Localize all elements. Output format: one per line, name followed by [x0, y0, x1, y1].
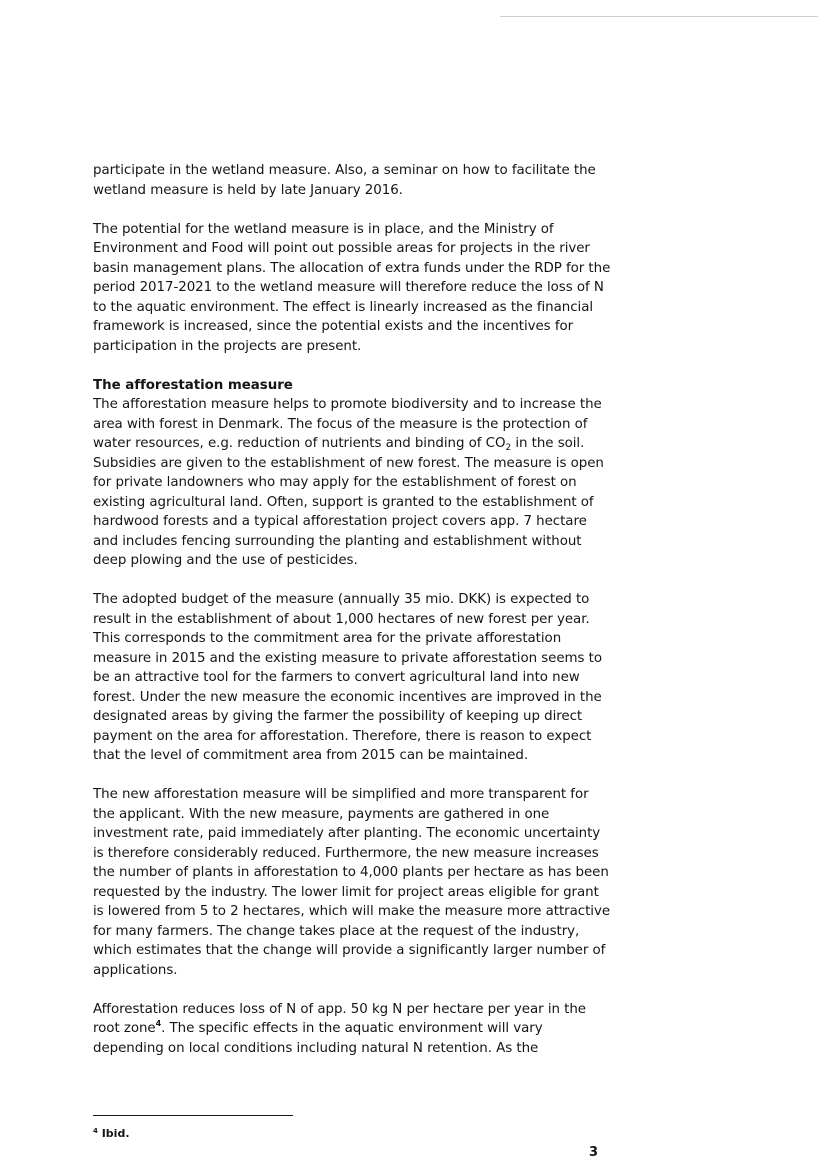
paragraph-wetland-seminar: participate in the wetland measure. Also, a seminar on how to facilitate the wetland measure is held by late January 2016. — [93, 163, 596, 198]
footnote — [93, 1127, 130, 1140]
reduction-text-end: . The specific effects in the aquatic environment will vary depending on local conditions including natural N retention. As the — [93, 1021, 543, 1056]
paragraph-wetland-potential: The potential for the wetland measure is in place, and the Ministry of Environment and Food will point out possible areas for projects in the river basin management plans. The allocation of extra funds under the RDP for the period 2017-2021 to the wetland measure will therefore reduce the loss of N to the aquatic environment. The effect is linearly increased as the financial framework is increased, since the potential exists and the incentives for participation in the projects are present. — [93, 221, 611, 354]
reduction-text: Afforestation reduces loss of N of app. 50 kg N per hectare per year in the root zone — [93, 1001, 586, 1036]
paragraph-new-measure: The new afforestation measure will be simplified and more transparent for the applicant. With the new measure, payments are gathered in one investment rate, paid immediately after planting. The economic uncertainty is therefore considerably reduced. Furthermore, the new measure increases the number of plants in afforestation to 4,000 plants per hectare as has been requested by the industry. The lower limit for project areas eligible for grant is lowered from 5 to 2 hectares, which will make the measure more attractive for many farmers. The change takes place at the request of the industry, which estimates that the change will provide a significantly larger number of applications. — [93, 787, 611, 978]
page-number: 3 — [589, 1145, 599, 1160]
co2-formula — [486, 436, 511, 451]
section-heading-afforestation: The afforestation measure — [93, 377, 293, 393]
footnote-separator — [93, 1115, 293, 1116]
paragraph-afforestation-intro — [93, 395, 613, 454]
co2-base: CO — [485, 436, 506, 451]
paragraph-n-reduction — [93, 1000, 613, 1059]
intro-text-end: in the soil. — [511, 436, 585, 451]
document-body — [93, 161, 613, 1078]
footnote-marker: 4 — [93, 1127, 98, 1135]
paragraph-budget: The adopted budget of the measure (annually 35 mio. DKK) is expected to result in the establishment of about 1,000 hectares of new forest per year. This corresponds to the commitment area for the private afforestation measure in 2015 and the existing measure to private afforestation seems to be an attractive tool for the farmers to convert agricultural land into new forest. Under the new measure the economic incentives are improved in the designated areas by giving the farmer the possibility of keeping up direct payment on the area for afforestation. Therefore, there is reason to expect that the level of commitment area from 2015 can be maintained. — [93, 592, 603, 763]
paragraph-subsidies: Subsidies are given to the establishment of new forest. The measure is open for private landowners who may apply for the establishment of forest on existing agricultural land. Often, support is granted to the establishment of hardwood forests and a typical afforestation project covers app. 7 hectare and includes fencing surrounding the planting and establishment without deep plowing and the use of pesticides. — [93, 455, 604, 568]
footnote-reference[interactable]: 4 — [155, 1019, 162, 1028]
footnote-text: Ibid. — [97, 1127, 130, 1140]
intro-text: The afforestation measure helps to promote biodiversity and to increase the area with forest in Denmark. The focus of the measure is the protection of water resources, e.g. reduction of nutrients and binding of — [93, 397, 602, 451]
header-rule — [500, 16, 818, 17]
co2-subscript: 2 — [505, 443, 512, 453]
